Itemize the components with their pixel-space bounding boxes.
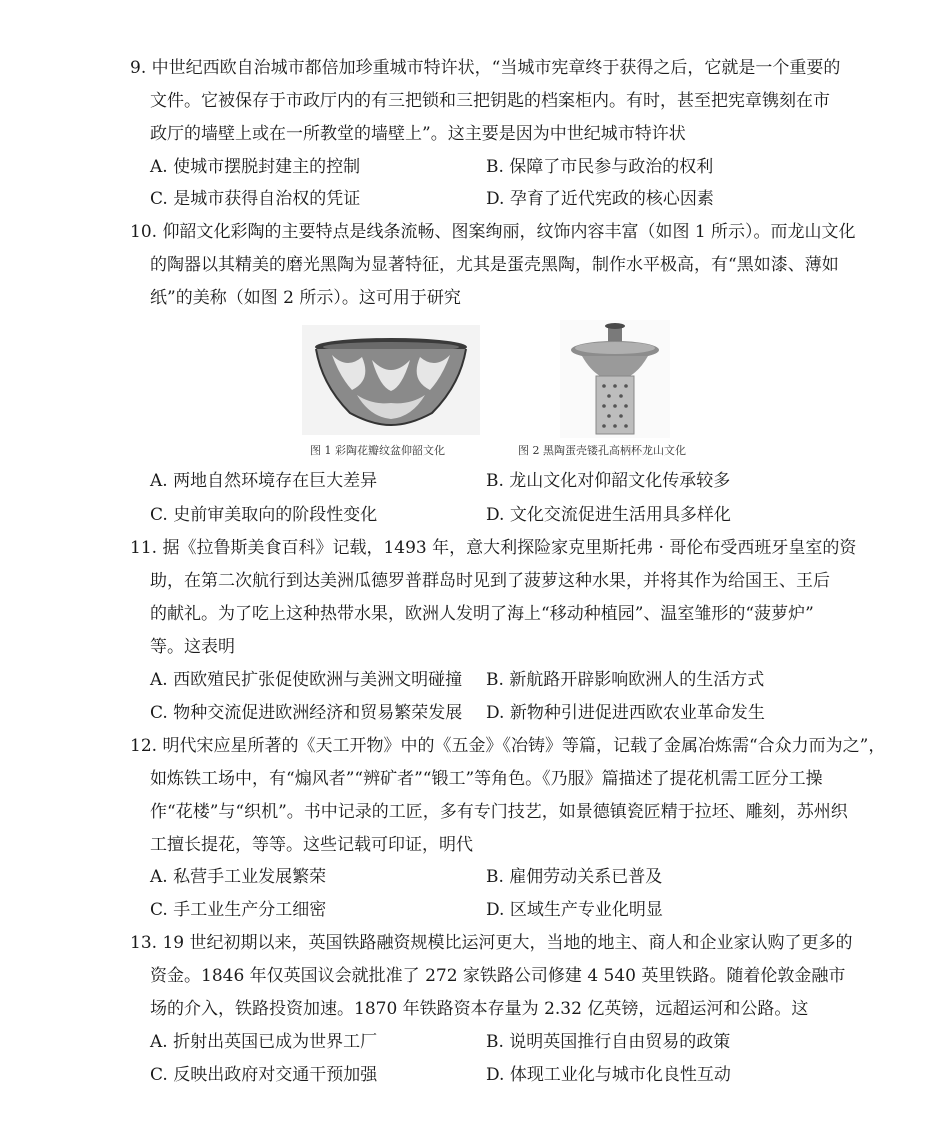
question-10-option-a: A. 两地自然环境存在巨大差异 <box>150 471 378 491</box>
question-11-option-d: D. 新物种引进促进西欧农业革命发生 <box>486 703 765 723</box>
figure-2-caption: 图 2 黑陶蛋壳镂孔高柄杯龙山文化 <box>518 444 686 457</box>
question-11-option-c: C. 物种交流促进欧洲经济和贸易繁荣发展 <box>150 703 463 723</box>
question-12-option-c: C. 手工业生产分工细密 <box>150 900 327 920</box>
question-11-option-a: A. 西欧殖民扩张促使欧洲与美洲文明碰撞 <box>150 670 463 690</box>
question-11-line-3: 的献礼。为了吃上这种热带水果，欧洲人发明了海上“移动种植园”、温室雏形的“菠萝炉” <box>150 604 814 624</box>
question-9-option-b: B. 保障了市民参与政治的权利 <box>486 157 714 177</box>
question-13-option-c: C. 反映出政府对交通干预加强 <box>150 1065 378 1085</box>
question-11-line-2: 助，在第二次航行到达美洲瓜德罗普群岛时见到了菠萝这种水果，并将其作为给国王、王后 <box>150 571 830 591</box>
question-12-line-4: 工擅长提花，等等。这些记载可印证，明代 <box>150 835 473 855</box>
question-10-line-3: 纸”的美称（如图 2 所示）。这可用于研究 <box>150 288 461 308</box>
question-12-option-b: B. 雇佣劳动关系已普及 <box>486 867 663 887</box>
question-12-line-1: 12. 明代宋应星所著的《天工开物》中的《五金》《冶铸》等篇，记载了金属冶炼需“合众力而为之”， <box>130 736 886 756</box>
question-12-line-3: 作“花楼”与“织机”。书中记录的工匠，多有专门技艺，如景德镇瓷匠精于拉坯、雕刻，苏州织 <box>150 802 848 822</box>
question-10-option-b: B. 龙山文化对仰韶文化传承较多 <box>486 471 731 491</box>
question-9-option-c: C. 是城市获得自治权的凭证 <box>150 189 361 209</box>
question-10-line-2: 的陶器以其精美的磨光黑陶为显著特征，尤其是蛋壳黑陶，制作水平极高，有“黑如漆、薄如 <box>150 255 839 275</box>
question-10-option-c: C. 史前审美取向的阶段性变化 <box>150 505 378 525</box>
question-13-option-b: B. 说明英国推行自由贸易的政策 <box>486 1032 731 1052</box>
question-9-line-2: 文件。它被保存于市政厅内的有三把锁和三把钥匙的档案柜内。有时，甚至把宪章镌刻在市 <box>150 91 830 111</box>
figure-1-painted-pottery-basin <box>302 325 480 435</box>
question-9-option-a: A. 使城市摆脱封建主的控制 <box>150 157 361 177</box>
question-11-option-b: B. 新航路开辟影响欧洲人的生活方式 <box>486 670 765 690</box>
question-13-option-a: A. 折射出英国已成为世界工厂 <box>150 1032 378 1052</box>
question-13-line-1: 13. 19 世纪初期以来，英国铁路融资规模比运河更大，当地的地主、商人和企业家认购了更多的 <box>130 933 853 953</box>
question-12-option-a: A. 私营手工业发展繁荣 <box>150 867 327 887</box>
question-13-line-2: 资金。1846 年仅英国议会就批准了 272 家铁路公司修建 4 540 英里铁路。随着伦敦金融市 <box>150 966 846 986</box>
question-12-line-2: 如炼铁工场中，有“煽风者”“辨矿者”“锻工”等角色。《乃服》篇描述了提花机需工匠分工操 <box>150 769 823 789</box>
question-9-line-3: 政厅的墙壁上或在一所教堂的墙壁上”。这主要是因为中世纪城市特许状 <box>150 124 686 144</box>
figure-2-eggshell-black-pottery-cup <box>560 320 670 438</box>
question-10-line-1: 10. 仰韶文化彩陶的主要特点是线条流畅、图案绚丽，纹饰内容丰富（如图 1 所示）。而龙山文化 <box>130 222 856 242</box>
question-13-line-3: 场的介入，铁路投资加速。1870 年铁路资本存量为 2.32 亿英镑，远超运河和公路。这 <box>150 999 809 1019</box>
question-13-option-d: D. 体现工业化与城市化良性互动 <box>486 1065 731 1085</box>
question-9-option-d: D. 孕育了近代宪政的核心因素 <box>486 189 714 209</box>
question-11-line-4: 等。这表明 <box>150 637 235 657</box>
question-11-line-1: 11. 据《拉鲁斯美食百科》记载，1493 年，意大利探险家克里斯托弗 · 哥伦布受西班牙皇室的资 <box>130 538 857 558</box>
figure-1-caption: 图 1 彩陶花瓣纹盆仰韶文化 <box>310 444 445 457</box>
question-12-option-d: D. 区域生产专业化明显 <box>486 900 663 920</box>
question-10-option-d: D. 文化交流促进生活用具多样化 <box>486 505 731 525</box>
question-9-line-1: 9. 中世纪西欧自治城市都倍加珍重城市特许状，“当城市宪章终于获得之后，它就是一个重要的 <box>130 58 841 78</box>
